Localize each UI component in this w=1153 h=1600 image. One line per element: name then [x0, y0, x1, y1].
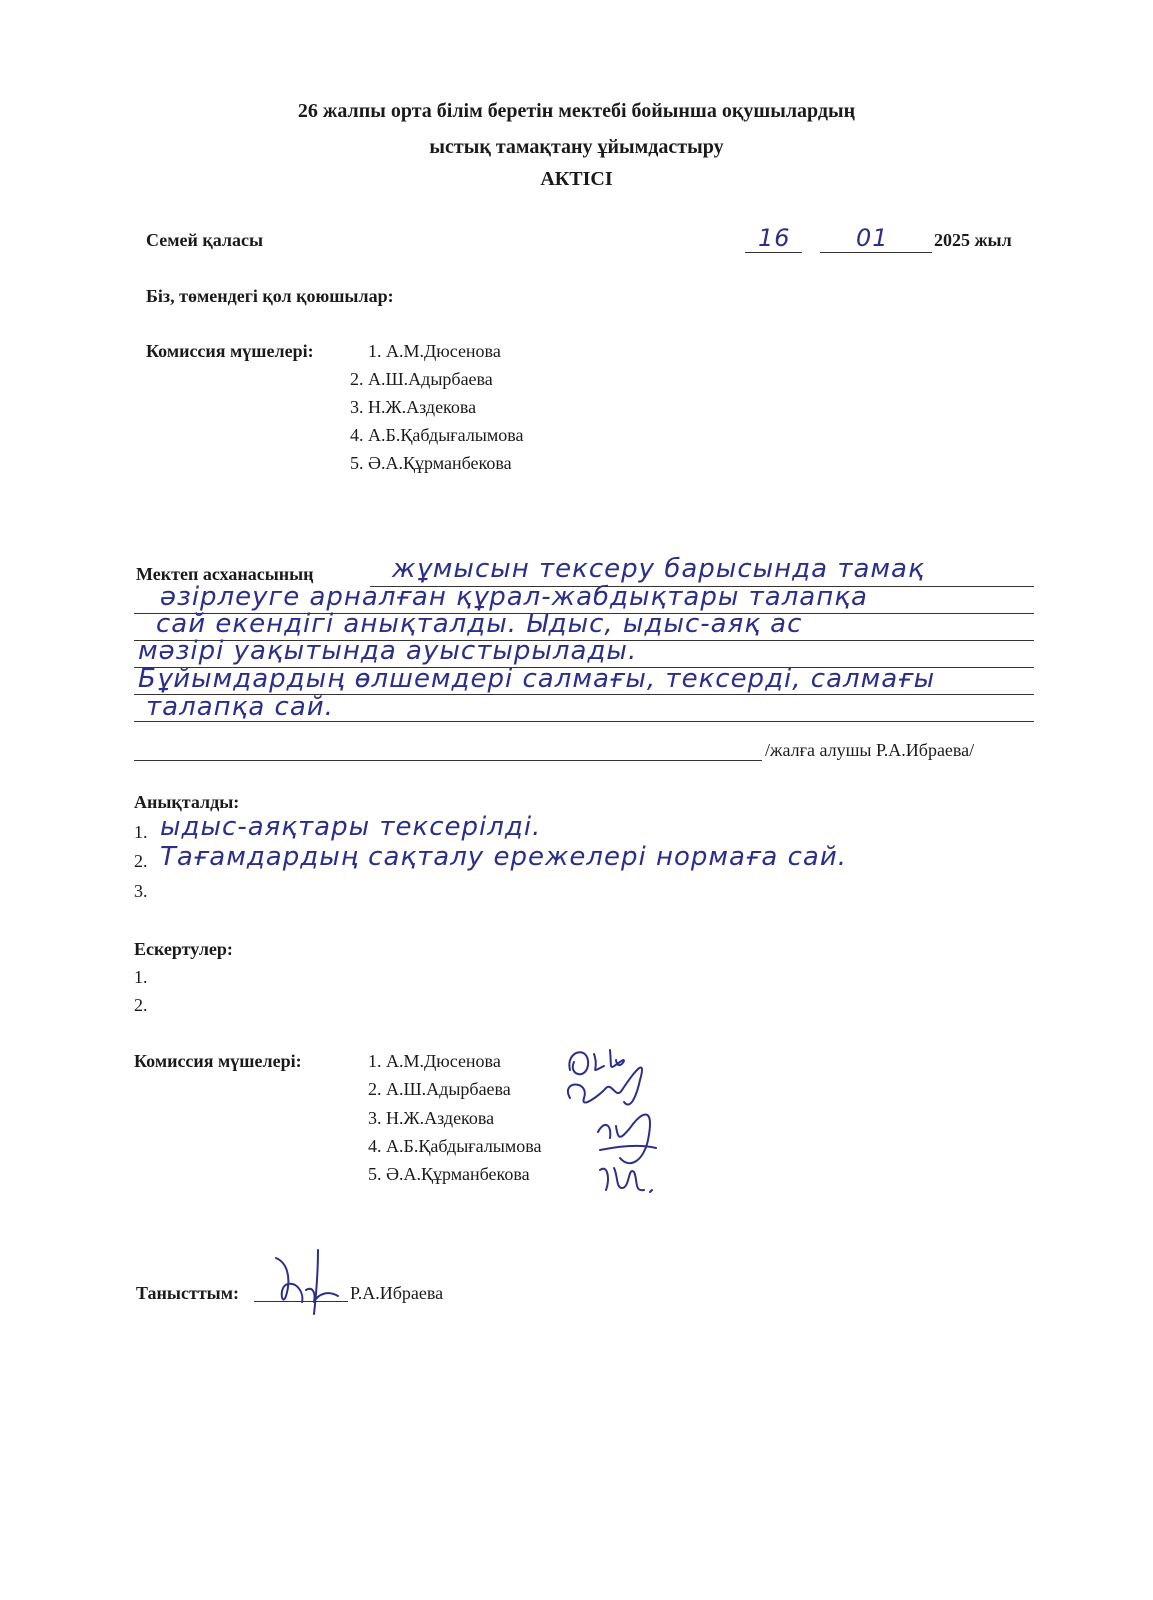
canteen-line	[134, 760, 762, 761]
commission-top-member: 2. А.Ш.Адырбаева	[350, 369, 493, 389]
remark-number: 2.	[134, 995, 148, 1015]
canteen-handwriting: жұмысын тексеру барысында тамақ	[392, 554, 925, 584]
doc-title-line1: 26 жалпы орта білім беретін мектебі бойынша оқушылардың	[297, 100, 856, 122]
commission-label-top: Комиссия мүшелері:	[146, 341, 314, 361]
tenant-signature-line: /жалға алушы Р.А.Ибраева/	[765, 740, 975, 760]
canteen-handwriting: Бұйымдардың өлшемдері салмағы, тексерді, салмағы	[138, 664, 936, 694]
commission-top-member: 1. А.М.Дюсенова	[368, 341, 501, 361]
finding-number: 2.	[134, 851, 148, 871]
commission-bottom-member: 5. Ә.А.Құрманбекова	[368, 1164, 530, 1184]
doc-title-act: АКТІСІ	[540, 168, 613, 190]
commission-bottom-member: 2. А.Ш.Адырбаева	[368, 1079, 511, 1099]
acknowledged-label: Танысттым:	[136, 1283, 239, 1303]
commission-label-bottom: Комиссия мүшелері:	[134, 1051, 302, 1071]
finding-number: 3.	[134, 881, 148, 901]
canteen-handwriting: сай екендігі анықталды. Ыдыс, ыдыс-аяқ ас	[156, 609, 803, 639]
month-line	[820, 252, 932, 253]
commission-bottom-member: 3. Н.Ж.Аздекова	[368, 1108, 495, 1128]
finding-handwriting: ыдыс-аяқтары тексерілді.	[160, 812, 542, 842]
handwritten-signatures	[560, 1040, 660, 1200]
commission-top-member: 4. А.Б.Қабдығалымова	[350, 425, 524, 445]
date-day: 16	[758, 224, 791, 252]
finding-handwriting: Тағамдардың сақталу ережелері нормаға сай.	[160, 842, 847, 872]
commission-bottom-member: 1. А.М.Дюсенова	[368, 1051, 501, 1071]
intro-text: Біз, төмендегі қол қоюшылар:	[146, 286, 394, 306]
findings-label: Анықталды:	[134, 792, 240, 812]
city-label: Семей қаласы	[146, 230, 263, 250]
commission-top-member: 5. Ә.А.Құрманбекова	[350, 453, 512, 473]
doc-title-line2: ыстық тамақтану ұйымдастыру	[429, 136, 724, 158]
canteen-label: Мектеп асханасының	[136, 564, 314, 584]
canteen-handwriting: талапқа сай.	[146, 692, 334, 722]
commission-top-member: 3. Н.Ж.Аздекова	[350, 397, 477, 417]
remark-number: 1.	[134, 967, 148, 987]
acknowledged-name: Р.А.Ибраева	[350, 1283, 444, 1303]
commission-bottom-member: 4. А.Б.Қабдығалымова	[368, 1136, 542, 1156]
remarks-label: Ескертулер:	[134, 939, 233, 959]
finding-number: 1.	[134, 822, 148, 842]
date-month: 01	[856, 224, 889, 252]
day-line	[745, 252, 802, 253]
date-year: 2025 жыл	[934, 230, 1012, 250]
canteen-handwriting: әзірлеуге арналған құрал-жабдықтары талапқа	[160, 582, 868, 612]
ibraeva-signature	[258, 1246, 348, 1321]
canteen-handwriting: мәзірі уақытында ауыстырылады.	[138, 636, 638, 666]
